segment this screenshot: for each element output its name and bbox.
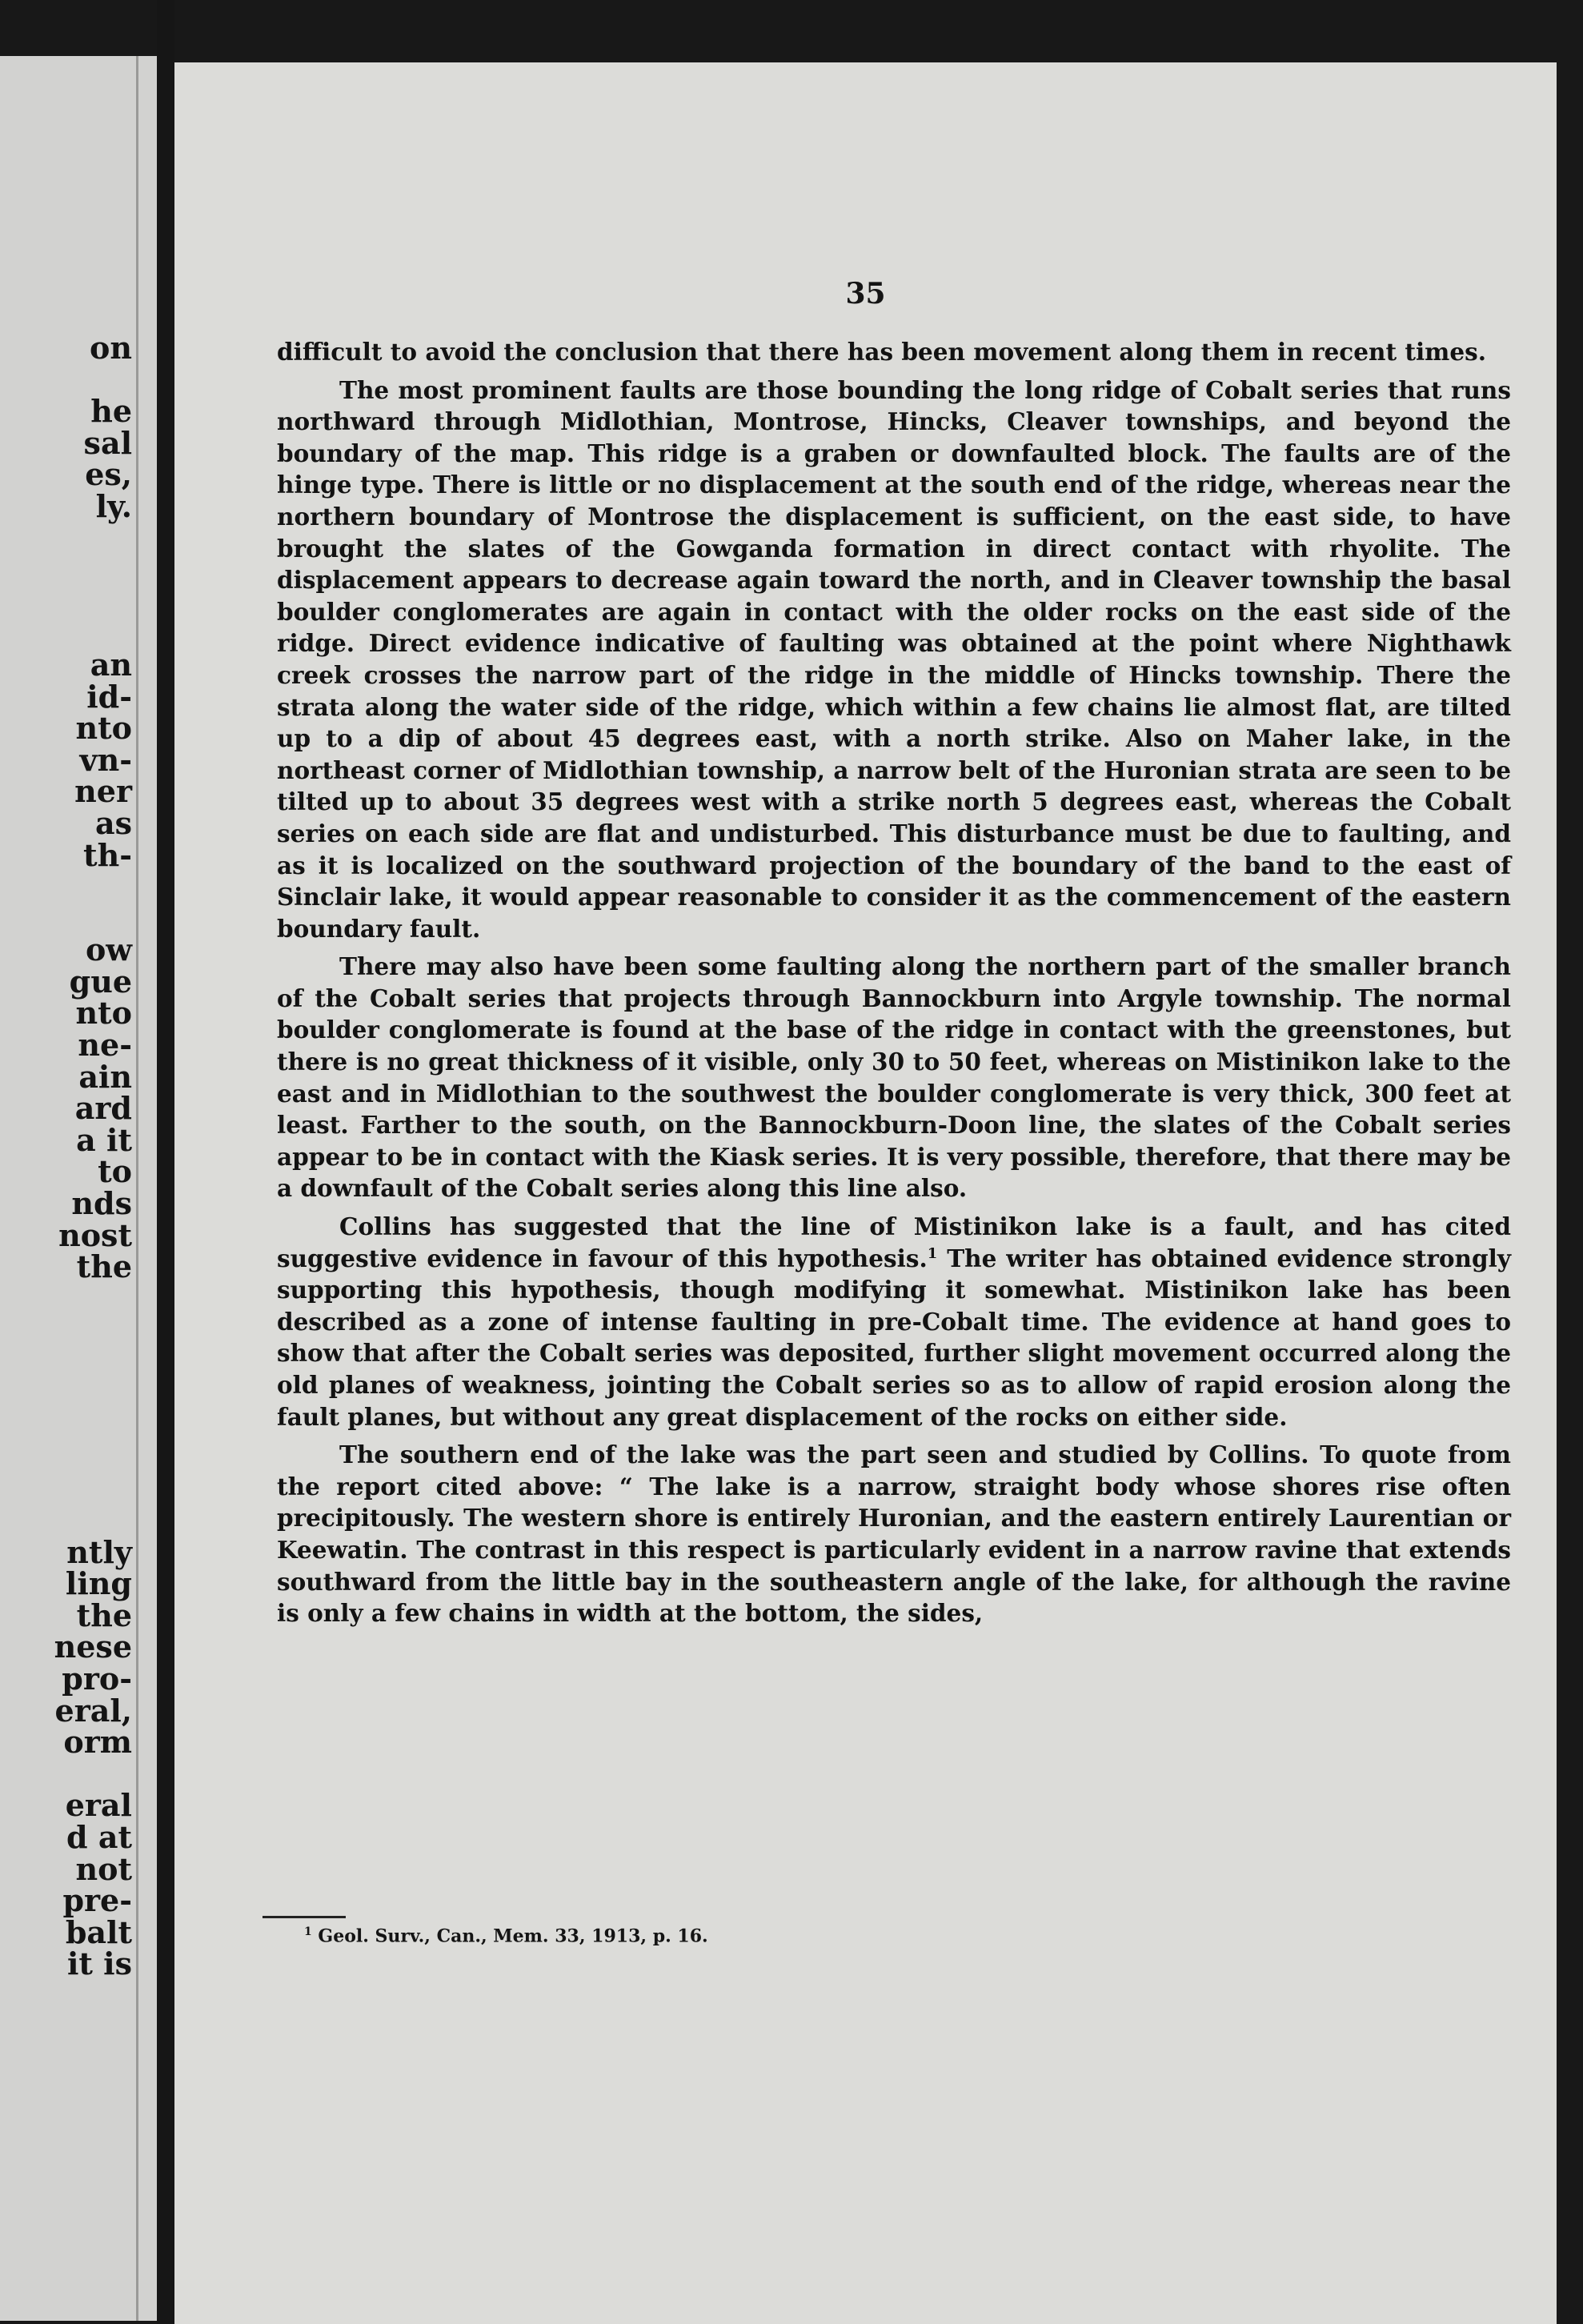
left-page-fragment: an	[90, 646, 132, 683]
left-page-fragment: eral,	[54, 1692, 132, 1729]
left-page-fragment: vn-	[79, 741, 132, 778]
left-page-fragment: to	[98, 1153, 132, 1190]
footnote-reference: 1	[927, 1244, 938, 1262]
left-page-fragment: a it	[76, 1121, 132, 1158]
left-page-fragment: not	[75, 1850, 132, 1887]
left-page-fragment: id-	[86, 678, 132, 715]
left-page-fragment: the	[76, 1597, 132, 1633]
left-page-text-fragments	[0, 56, 132, 1980]
left-page-fragment: pre-	[62, 1882, 132, 1919]
left-page-fragment: nto	[75, 710, 132, 747]
page-number: 35	[845, 277, 886, 311]
main-page	[174, 62, 1557, 2324]
left-page-fragment: it is	[66, 1945, 132, 1982]
book-gutter	[157, 0, 174, 2324]
left-page-fragment	[0, 617, 132, 649]
left-page-fragment: es,	[85, 456, 132, 493]
left-page-fragment	[0, 523, 132, 555]
left-page-fragment: nds	[71, 1185, 132, 1222]
left-page-fragment: on	[90, 330, 132, 366]
paragraph-2: The most prominent faults are those bounding the long ridge of Cobalt series that runs northward through Midlothian, Montrose, Hincks, Cleaver townships, and beyond the boundary of the map. This ridge is a graben or downfaulted block. The faults are of the hinge type. There is little or no displacement at the south end of the ridge, whereas near the northern boundary of Montrose the displacement is sufficient, on the east side, to have brought the slates of the Gowganda formation in direct contact with rhyolite. The displacement appears to decrease again toward the north, and in Cleaver township the basal boulder conglomerates are again in contact with the older rocks on the east side of the ridge. Direct evidence indicative of faulting was obtained at the point where Nighthawk creek crosses the narrow part of the ridge in the middle of Hincks township. There the strata along the water side of the ridge, which within a few chains lie almost flat, are tilted up to a dip of about 45 degrees east, with a north strike. Also on Maher lake, in the northeast corner of Midlothian township, a narrow belt of the Huronian strata are seen to be tilted up to about 35 degrees west with a strike north 5 degrees east, whereas the Cobalt series on each side are flat and undisturbed. This disturbance must be due to faulting, and as it is localized on the southward projection of the boundary of the band to the east of Sinclair lake, it would appear reasonable to consider it as the commencement of the eastern boundary fault.	[277, 375, 1511, 943]
left-page-fragment	[0, 903, 132, 935]
left-page-fragment	[0, 1441, 132, 1473]
left-page-fragment	[0, 364, 132, 396]
left-page-fragment	[0, 1505, 132, 1537]
footnote-divider	[262, 1916, 346, 1918]
footnote-mark: 1	[304, 1925, 312, 1938]
left-page-fragment: ling	[65, 1565, 132, 1602]
body-text	[277, 336, 1511, 1636]
left-page-fragment	[0, 1409, 132, 1441]
left-page-fragment: balt	[65, 1913, 132, 1950]
left-page-fragment: ard	[74, 1090, 132, 1127]
left-page-fragment: ly.	[95, 487, 132, 524]
left-page-fragment	[0, 1283, 132, 1315]
left-page-fragment: nto	[75, 995, 132, 1032]
left-page-fragment	[0, 1314, 132, 1346]
left-page-fragment: sal	[83, 424, 132, 461]
left-page-fragment: ow	[85, 932, 132, 968]
left-page-fragment	[0, 1473, 132, 1505]
paragraph-4-text-a: Collins has suggested that the line of Mistinikon lake is a fault, and has cited suggestive evidence in favour of this hypothesis.	[277, 1212, 1511, 1272]
paragraph-1: difficult to avoid the conclusion that there has been movement along them in recent times.	[277, 338, 1487, 366]
left-page-fragment: nost	[58, 1216, 132, 1253]
adjacent-left-page	[0, 56, 157, 2321]
paragraph-3: There may also have been some faulting along the northern part of the smaller branch of the Cobalt series that projects through Bannockburn into Argyle township. The normal boulder conglomerate is found at the base of the ridge in contact with the greenstones, but there is no great thickness of it visible, only 30 to 50 feet, whereas on Mistinikon lake to the east and in Midlothian to the southwest the boulder conglomerate is very thick, 300 feet at least. Farther to the south, on the Bannockburn-Doon line, the slates of the Cobalt series appear to be in contact with the Kiask series. It is very possible, therefore, that there may be a downfault of the Cobalt series along this line also.	[277, 952, 1511, 1203]
left-page-fragment	[0, 554, 132, 586]
left-page-fragment: he	[90, 393, 132, 430]
left-page-fragment: the	[76, 1248, 132, 1285]
paragraph-5: The southern end of the lake was the part seen and studied by Collins. To quote from the report cited above: “ The lake is a narrow, straight body whose shores rise often precipitously. The western shore is entirely Huronian, and the eastern entirely Laurentian or Keewatin. The contrast in this respect is particularly evident in a narrow ravine that extends southward from the little bay in the southeastern angle of the lake, for although the ravine is only a few chains in width at the bottom, the sides,	[277, 1440, 1511, 1628]
left-page-fragment: d at	[66, 1818, 132, 1855]
page-edge-line	[136, 56, 138, 2321]
left-page-fragment: nese	[54, 1629, 132, 1665]
left-page-fragment: ain	[78, 1058, 132, 1095]
left-page-fragment: th-	[83, 836, 132, 873]
left-page-fragment	[0, 1758, 132, 1790]
left-page-fragment: orm	[63, 1724, 132, 1761]
paragraph-4-text-b: The writer has obtained evidence strongly supporting this hypothesis, though modifying it somewhat. Mistinikon lake has been described as a zone of intense faulting in pre-Cobalt time. The evidence at hand goes to show that after the Cobalt series was deposited, further slight movement occurred along the old planes of weakness, jointing the Cobalt series so as to allow of rapid erosion along the fault planes, but without any great displacement of the rocks on either side.	[277, 1244, 1511, 1431]
left-page-fragment: pro-	[62, 1660, 132, 1697]
left-page-fragment: ntly	[66, 1533, 132, 1570]
left-page-fragment: gue	[69, 963, 132, 1000]
left-page-fragment	[0, 1346, 132, 1378]
left-page-fragment: ne-	[78, 1027, 132, 1064]
left-page-fragment: as	[94, 804, 132, 841]
paragraph-4	[277, 1211, 1511, 1432]
left-page-fragment: eral	[65, 1787, 132, 1824]
footnote-text: Geol. Surv., Can., Mem. 33, 1913, p. 16.	[311, 1925, 708, 1947]
footnote	[304, 1925, 1425, 1946]
left-page-fragment	[0, 1378, 132, 1410]
left-page-fragment: ner	[74, 773, 132, 810]
left-page-fragment	[0, 871, 132, 903]
left-page-fragment	[0, 586, 132, 618]
